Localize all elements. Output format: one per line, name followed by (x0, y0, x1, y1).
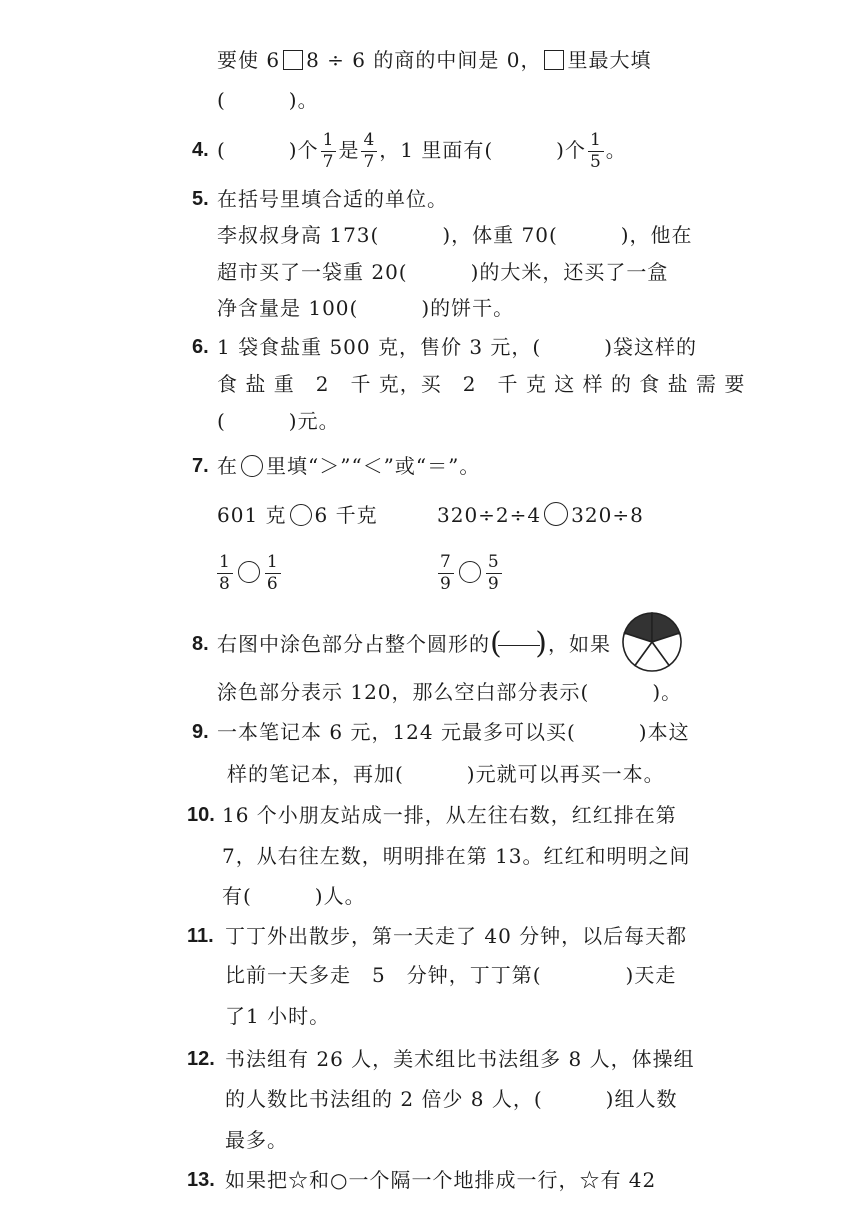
q7-number: 7. (192, 455, 209, 477)
q6-line2: 食 盐 重 2 千 克，买 2 千 克 这 样 的 食 盐 需 要 (217, 372, 746, 396)
answer-circle[interactable] (459, 561, 481, 583)
fraction-denominator: 7 (322, 152, 335, 172)
q3-line2: ( )。 (217, 88, 319, 112)
compare-right: 320÷8 (571, 503, 644, 527)
fraction (265, 554, 281, 593)
fraction (588, 132, 604, 171)
fraction-numerator: 1 (219, 552, 231, 572)
q7-compare-4 (436, 548, 504, 596)
q3-text-b: 8 ÷ 6 的商的中间是 0， (306, 48, 542, 72)
q4-text-c: ，1 里面有( )个 (379, 138, 586, 162)
q13-number: 13. (187, 1169, 215, 1191)
q12-line3: 最多。 (225, 1128, 288, 1152)
fraction-numerator: 4 (363, 130, 376, 150)
fraction-denominator: 8 (219, 574, 231, 594)
q8-text-b: ，如果 (548, 632, 611, 656)
q7-title (217, 452, 480, 480)
q4-number: 4. (192, 139, 209, 161)
q6-line1: 1 袋食盐重 500 克，售价 3 元，( )袋这样的 (217, 335, 698, 359)
q7-title-b: 里填“＞”“＜”或“＝”。 (266, 454, 481, 478)
fraction-denominator: 9 (440, 574, 452, 594)
q7-compare-3 (215, 548, 283, 596)
q10-line2: 7，从右往左数，明明排在第 13。红红和明明之间 (222, 844, 691, 868)
q11-number: 11. (187, 925, 214, 947)
q9-line1: 一本笔记本 6 元，124 元最多可以买( )本这 (217, 720, 690, 744)
q5-line1: 李叔叔身高 173( )，体重 70( )，他在 (217, 223, 693, 247)
q8-text-a: 右图中涂色部分占整个圆形的 (217, 632, 490, 656)
fraction-numerator: 1 (322, 130, 335, 150)
compare-left: 320÷2÷4 (437, 503, 542, 527)
q8-line2: 涂色部分表示 120，那么空白部分表示( )。 (217, 680, 683, 704)
q4-line (217, 128, 627, 172)
q5-number: 5. (192, 188, 209, 210)
q6-number: 6. (192, 336, 209, 358)
q12-line2: 的人数比书法组的 2 倍少 8 人，( )组人数 (225, 1087, 678, 1111)
q9-number: 9. (192, 721, 209, 743)
q8-line1 (217, 624, 611, 666)
q11-line3: 了1 小时。 (225, 1004, 331, 1028)
q11-line1: 丁丁外出散步，第一天走了 40 分钟，以后每天都 (225, 924, 688, 948)
q10-number: 10. (187, 804, 215, 826)
fraction (438, 554, 454, 593)
fraction-answer-blank[interactable]: ( ) (490, 625, 548, 661)
fraction-numerator: 7 (440, 552, 452, 572)
answer-box[interactable] (283, 50, 303, 70)
fraction (321, 132, 337, 171)
q3-line1 (217, 46, 651, 74)
q5-line2: 超市买了一袋重 20( )的大米，还买了一盒 (217, 260, 669, 284)
q7-compare-2 (437, 501, 644, 529)
fraction-numerator: 1 (589, 130, 602, 150)
fraction-numerator: 5 (487, 552, 500, 572)
q11-line2: 比前一天多走 5 分钟，丁丁第( )天走 (225, 963, 677, 987)
q4-text-a: ( )个 (217, 138, 319, 162)
q12-line1: 书法组有 26 人，美术组比书法组多 8 人，体操组 (225, 1047, 695, 1071)
q4-text-d: 。 (605, 138, 627, 162)
compare-left: 601 克 (217, 503, 287, 527)
fraction-denominator: 6 (266, 574, 279, 594)
q9-line2: 样的笔记本，再加( )元就可以再买一本。 (227, 762, 665, 786)
circle-blank (241, 455, 263, 477)
q5-title: 在括号里填合适的单位。 (217, 187, 448, 211)
fraction-denominator: 7 (363, 152, 376, 172)
q7-title-a: 在 (217, 454, 238, 478)
fraction (486, 554, 502, 593)
compare-right: 6 千克 (314, 503, 378, 527)
fraction (217, 554, 233, 593)
answer-circle[interactable] (238, 561, 260, 583)
circle-pie-figure (620, 610, 684, 674)
q12-number: 12. (187, 1048, 215, 1070)
fraction-denominator: 5 (589, 152, 602, 172)
q3-text-c: 里最大填 (567, 48, 652, 72)
fraction (361, 132, 377, 171)
q7-compare-1 (217, 501, 378, 529)
fraction-denominator: 9 (487, 574, 500, 594)
q6-line3: ( )元。 (217, 409, 340, 433)
q13-line1: 如果把☆和○一个隔一个地排成一行，☆有 42 (225, 1168, 657, 1192)
q10-line3: 有( )人。 (222, 884, 366, 908)
q3-text-a: 要使 6 (217, 48, 281, 72)
answer-circle[interactable] (290, 504, 312, 526)
fraction-numerator: 1 (266, 552, 279, 572)
answer-circle[interactable] (544, 502, 568, 526)
q10-line1: 16 个小朋友站成一排，从左往右数，红红排在第 (222, 803, 677, 827)
q4-text-b: 是 (338, 138, 360, 162)
q5-line3: 净含量是 100( )的饼干。 (217, 296, 515, 320)
q8-number: 8. (192, 633, 209, 655)
answer-box[interactable] (544, 50, 564, 70)
